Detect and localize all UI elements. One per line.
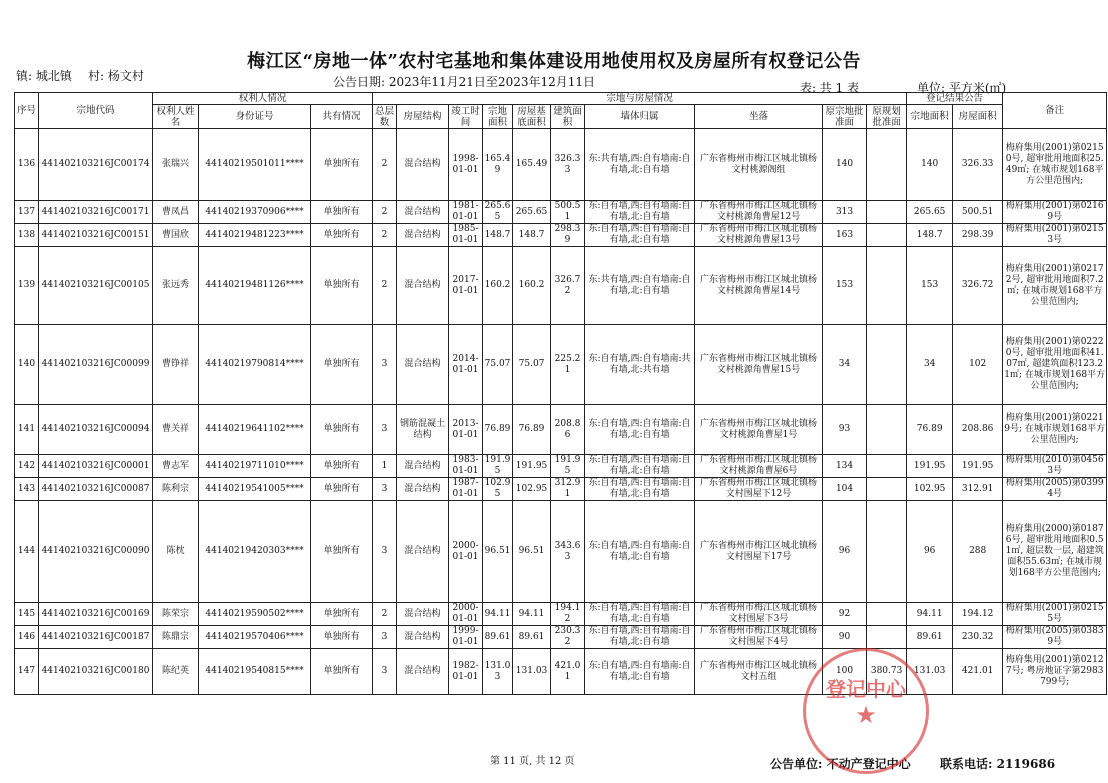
row-land-area: 89.61 xyxy=(483,626,513,649)
village-label: 村: 杨文村 xyxy=(88,69,144,83)
row-land-area: 102.95 xyxy=(483,478,513,501)
row-walls: 东:共有墙,西:自有墙南:自有墙,北:自有墙 xyxy=(585,247,695,325)
row-base-area: 148.7 xyxy=(513,224,551,247)
row-walls: 东:自有墙,西:自有墙南:自有墙,北:自有墙 xyxy=(585,626,695,649)
row-base-area: 89.61 xyxy=(513,626,551,649)
row-orig-plan xyxy=(867,455,907,478)
row-orig-plan xyxy=(867,325,907,405)
row-orig-plan xyxy=(867,478,907,501)
row-walls: 东:自有墙,西:自有墙南:自有墙,北:自有墙 xyxy=(585,649,695,695)
row-completion: 2017-01-01 xyxy=(449,247,483,325)
row-orig-plan xyxy=(867,626,907,649)
row-floors: 3 xyxy=(373,325,397,405)
row-completion: 1983-01-01 xyxy=(449,455,483,478)
row-seq: 145 xyxy=(15,603,39,626)
row-owner-name: 张远秀 xyxy=(153,247,199,325)
row-walls: 东:自有墙,西:自有墙南:共有墙,北:共有墙 xyxy=(585,325,695,405)
row-parcel-code: 441402103216JC00174 xyxy=(39,129,153,201)
row-id-number: 44140219501011**** xyxy=(199,129,311,201)
row-remark: 梅府集用(2001)第02127号; 粤房地证字第2983799号; xyxy=(1003,649,1107,695)
table-row xyxy=(15,129,1107,201)
row-share: 单独所有 xyxy=(311,405,373,455)
row-walls: 东:自有墙,西:自有墙南:自有墙,北:自有墙 xyxy=(585,603,695,626)
notice-title: 梅江区“房地一体”农村宅基地和集体建设用地使用权及房屋所有权登记公告 xyxy=(247,51,861,72)
row-reg-land: 89.61 xyxy=(907,626,953,649)
row-orig-approved: 104 xyxy=(823,478,867,501)
area-unit: 单位: 平方米(㎡) xyxy=(917,81,1007,95)
row-completion: 1998-01-01 xyxy=(449,129,483,201)
row-reg-land: 148.7 xyxy=(907,224,953,247)
row-location: 广东省梅州市梅江区城北镇杨文村围屋下4号 xyxy=(695,626,823,649)
row-orig-plan: 380.73 xyxy=(867,649,907,695)
row-orig-plan xyxy=(867,201,907,224)
row-structure: 混合结构 xyxy=(397,603,449,626)
row-seq: 146 xyxy=(15,626,39,649)
row-parcel-code: 441402103216JC00180 xyxy=(39,649,153,695)
row-id-number: 44140219790814**** xyxy=(199,325,311,405)
row-structure: 混合结构 xyxy=(397,201,449,224)
row-floors: 3 xyxy=(373,649,397,695)
header-rights-group: 权利人情况 xyxy=(153,93,373,105)
row-land-area: 265.65 xyxy=(483,201,513,224)
row-structure: 钢筋混凝土结构 xyxy=(397,405,449,455)
row-base-area: 75.07 xyxy=(513,325,551,405)
row-owner-name: 曹关祥 xyxy=(153,405,199,455)
row-remark: 梅府集用(2001)第02169号 xyxy=(1003,201,1107,224)
row-seq: 137 xyxy=(15,201,39,224)
row-orig-approved: 140 xyxy=(823,129,867,201)
header-floors: 总层数 xyxy=(373,105,397,129)
row-seq: 136 xyxy=(15,129,39,201)
row-share: 单独所有 xyxy=(311,247,373,325)
row-remark: 梅府集用(2001)第02219号; 在城市规划168平方公里范围内; xyxy=(1003,405,1107,455)
row-reg-house: 191.95 xyxy=(953,455,1003,478)
row-id-number: 44140219590502**** xyxy=(199,603,311,626)
row-reg-land: 140 xyxy=(907,129,953,201)
row-walls: 东:自有墙,西:自有墙南:自有墙,北:自有墙 xyxy=(585,501,695,603)
header-reg-house: 房屋面积 xyxy=(953,105,1003,129)
row-remark: 梅府集用(2001)第02172号, 超审批用地面积7.2㎡; 在城市规划168平方公里范围内; xyxy=(1003,247,1107,325)
row-completion: 2000-01-01 xyxy=(449,501,483,603)
row-id-number: 44140219540815**** xyxy=(199,649,311,695)
row-building-area: 208.86 xyxy=(551,405,585,455)
table-row xyxy=(15,603,1107,626)
table-row xyxy=(15,201,1107,224)
row-seq: 142 xyxy=(15,455,39,478)
row-parcel-code: 441402103216JC00094 xyxy=(39,405,153,455)
row-building-area: 230.32 xyxy=(551,626,585,649)
row-orig-approved: 92 xyxy=(823,603,867,626)
row-orig-plan xyxy=(867,501,907,603)
row-building-area: 421.01 xyxy=(551,649,585,695)
header-base-area: 房屋基底面积 xyxy=(513,105,551,129)
row-completion: 1987-01-01 xyxy=(449,478,483,501)
row-completion: 1981-01-01 xyxy=(449,201,483,224)
row-seq: 140 xyxy=(15,325,39,405)
header-orig-approved: 原宗地批准面 xyxy=(823,105,867,129)
row-land-area: 75.07 xyxy=(483,325,513,405)
row-reg-house: 298.39 xyxy=(953,224,1003,247)
header-share: 共有情况 xyxy=(311,105,373,129)
row-base-area: 131.03 xyxy=(513,649,551,695)
row-id-number: 44140219570406**** xyxy=(199,626,311,649)
row-reg-house: 194.12 xyxy=(953,603,1003,626)
row-orig-plan xyxy=(867,224,907,247)
header-register-group: 登记结果公告 xyxy=(907,93,1003,105)
row-share: 单独所有 xyxy=(311,224,373,247)
row-land-area: 165.49 xyxy=(483,129,513,201)
row-orig-approved: 100 xyxy=(823,649,867,695)
row-land-area: 94.11 xyxy=(483,603,513,626)
row-land-area: 131.03 xyxy=(483,649,513,695)
row-land-area: 160.2 xyxy=(483,247,513,325)
header-owner-name: 权利人姓名 xyxy=(153,105,199,129)
row-owner-name: 陈枕 xyxy=(153,501,199,603)
row-walls: 东:自有墙,西:自有墙南:自有墙,北:自有墙 xyxy=(585,455,695,478)
header-location: 坐落 xyxy=(695,105,823,129)
row-reg-house: 500.51 xyxy=(953,201,1003,224)
row-base-area: 160.2 xyxy=(513,247,551,325)
row-parcel-code: 441402103216JC00099 xyxy=(39,325,153,405)
row-seq: 138 xyxy=(15,224,39,247)
table-row xyxy=(15,455,1107,478)
row-orig-approved: 313 xyxy=(823,201,867,224)
row-orig-approved: 163 xyxy=(823,224,867,247)
row-walls: 东:自有墙,西:自有墙南:自有墙,北:自有墙 xyxy=(585,478,695,501)
row-owner-name: 陈纪英 xyxy=(153,649,199,695)
header-land-house-group: 宗地与房屋情况 xyxy=(373,93,907,105)
row-reg-house: 326.72 xyxy=(953,247,1003,325)
row-structure: 混合结构 xyxy=(397,129,449,201)
row-reg-house: 230.32 xyxy=(953,626,1003,649)
row-base-area: 191.95 xyxy=(513,455,551,478)
row-seq: 144 xyxy=(15,501,39,603)
row-id-number: 44140219711010**** xyxy=(199,455,311,478)
row-reg-house: 312.91 xyxy=(953,478,1003,501)
contact-phone: 联系电话: 2119686 xyxy=(940,757,1056,771)
page-number: 第 11 页, 共 12 页 xyxy=(490,756,575,767)
row-land-area: 96.51 xyxy=(483,501,513,603)
row-floors: 2 xyxy=(373,224,397,247)
row-parcel-code: 441402103216JC00087 xyxy=(39,478,153,501)
row-reg-land: 131.03 xyxy=(907,649,953,695)
row-land-area: 148.7 xyxy=(483,224,513,247)
row-land-area: 191.95 xyxy=(483,455,513,478)
row-building-area: 326.72 xyxy=(551,247,585,325)
row-completion: 1985-01-01 xyxy=(449,224,483,247)
town-label: 镇: 城北镇 xyxy=(16,69,72,83)
row-orig-approved: 153 xyxy=(823,247,867,325)
row-id-number: 44140219370906**** xyxy=(199,201,311,224)
row-remark: 梅府集用(2000)第01876号, 超审批用地面积0.51㎡, 超层数一层, 超建筑面积55.63㎡; 在城市规划168平方公里范围内; xyxy=(1003,501,1107,603)
row-owner-name: 陈利宗 xyxy=(153,478,199,501)
row-location: 广东省梅州市梅江区城北镇杨文村围屋下12号 xyxy=(695,478,823,501)
row-reg-land: 76.89 xyxy=(907,405,953,455)
row-share: 单独所有 xyxy=(311,455,373,478)
row-reg-land: 34 xyxy=(907,325,953,405)
row-building-area: 500.51 xyxy=(551,201,585,224)
row-floors: 3 xyxy=(373,478,397,501)
row-remark: 梅府集用(2001)第02220号, 超审批用地面积41.07㎡, 超建筑面积123.21㎡; 在城市规划168平方公里范围内; xyxy=(1003,325,1107,405)
row-orig-approved: 90 xyxy=(823,626,867,649)
row-location: 广东省梅州市梅江区城北镇杨文村桃源阁组 xyxy=(695,129,823,201)
row-structure: 混合结构 xyxy=(397,501,449,603)
row-location: 广东省梅州市梅江区城北镇杨文村五组 xyxy=(695,649,823,695)
row-structure: 混合结构 xyxy=(397,649,449,695)
row-owner-name: 曹国欣 xyxy=(153,224,199,247)
row-building-area: 194.12 xyxy=(551,603,585,626)
row-share: 单独所有 xyxy=(311,325,373,405)
notice-date-range: 公告日期: 2023年11月21日至2023年12月11日 xyxy=(333,75,596,89)
row-share: 单独所有 xyxy=(311,129,373,201)
table-row xyxy=(15,649,1107,695)
row-structure: 混合结构 xyxy=(397,247,449,325)
row-floors: 2 xyxy=(373,129,397,201)
row-location: 广东省梅州市梅江区城北镇杨文村围屋下3号 xyxy=(695,603,823,626)
row-remark: 梅府集用(2010)第04563号 xyxy=(1003,455,1107,478)
row-location: 广东省梅州市梅江区城北镇杨文村桃源角曹屋1号 xyxy=(695,405,823,455)
row-seq: 139 xyxy=(15,247,39,325)
row-reg-house: 288 xyxy=(953,501,1003,603)
row-parcel-code: 441402103216JC00169 xyxy=(39,603,153,626)
row-owner-name: 曹志军 xyxy=(153,455,199,478)
table-row xyxy=(15,501,1107,603)
row-location: 广东省梅州市梅江区城北镇杨文村桃源角曹屋14号 xyxy=(695,247,823,325)
registration-table xyxy=(14,92,1107,695)
row-share: 单独所有 xyxy=(311,649,373,695)
row-base-area: 96.51 xyxy=(513,501,551,603)
row-building-area: 326.33 xyxy=(551,129,585,201)
row-location: 广东省梅州市梅江区城北镇杨文村围屋下17号 xyxy=(695,501,823,603)
header-seq: 序号 xyxy=(15,93,39,129)
row-floors: 3 xyxy=(373,626,397,649)
table-row xyxy=(15,478,1107,501)
row-base-area: 265.65 xyxy=(513,201,551,224)
row-floors: 3 xyxy=(373,405,397,455)
row-reg-house: 102 xyxy=(953,325,1003,405)
table-row xyxy=(15,626,1107,649)
seal-star-icon: ★ xyxy=(855,701,877,729)
row-structure: 混合结构 xyxy=(397,224,449,247)
row-reg-land: 94.11 xyxy=(907,603,953,626)
row-id-number: 44140219481223**** xyxy=(199,224,311,247)
row-id-number: 44140219481126**** xyxy=(199,247,311,325)
header-land-area: 宗地面积 xyxy=(483,105,513,129)
row-parcel-code: 441402103216JC00001 xyxy=(39,455,153,478)
table-row xyxy=(15,325,1107,405)
row-orig-plan xyxy=(867,603,907,626)
row-base-area: 165.49 xyxy=(513,129,551,201)
row-location: 广东省梅州市梅江区城北镇杨文村桃源角曹屋12号 xyxy=(695,201,823,224)
header-id-number: 身份证号 xyxy=(199,105,311,129)
row-location: 广东省梅州市梅江区城北镇杨文村桃源角曹屋15号 xyxy=(695,325,823,405)
row-owner-name: 曹铮祥 xyxy=(153,325,199,405)
row-owner-name: 陈荣宗 xyxy=(153,603,199,626)
header-completion: 竣工时间 xyxy=(449,105,483,129)
header-orig-plan: 原规划批准面 xyxy=(867,105,907,129)
row-walls: 东:自有墙,西:自有墙南:自有墙,北:自有墙 xyxy=(585,224,695,247)
row-owner-name: 曹凤昌 xyxy=(153,201,199,224)
row-structure: 混合结构 xyxy=(397,626,449,649)
row-share: 单独所有 xyxy=(311,478,373,501)
row-base-area: 102.95 xyxy=(513,478,551,501)
row-seq: 147 xyxy=(15,649,39,695)
row-base-area: 76.89 xyxy=(513,405,551,455)
row-land-area: 76.89 xyxy=(483,405,513,455)
row-orig-approved: 93 xyxy=(823,405,867,455)
row-building-area: 343.63 xyxy=(551,501,585,603)
row-completion: 1982-01-01 xyxy=(449,649,483,695)
header-parcel-code: 宗地代码 xyxy=(39,93,153,129)
row-building-area: 312.91 xyxy=(551,478,585,501)
header-walls: 墙体归属 xyxy=(585,105,695,129)
row-orig-plan xyxy=(867,405,907,455)
header-structure: 房屋结构 xyxy=(397,105,449,129)
row-reg-land: 153 xyxy=(907,247,953,325)
row-remark: 梅府集用(2001)第02155号 xyxy=(1003,603,1107,626)
row-orig-approved: 34 xyxy=(823,325,867,405)
row-reg-house: 421.01 xyxy=(953,649,1003,695)
row-owner-name: 陈鼎宗 xyxy=(153,626,199,649)
row-location: 广东省梅州市梅江区城北镇杨文村桃源角曹屋6号 xyxy=(695,455,823,478)
row-remark: 梅府集用(2001)第02153号 xyxy=(1003,224,1107,247)
row-orig-approved: 134 xyxy=(823,455,867,478)
row-parcel-code: 441402103216JC00171 xyxy=(39,201,153,224)
announcer: 公告单位: 不动产登记中心 xyxy=(770,757,911,771)
row-completion: 2000-01-01 xyxy=(449,603,483,626)
row-completion: 2014-01-01 xyxy=(449,325,483,405)
row-share: 单独所有 xyxy=(311,501,373,603)
row-remark: 梅府集用(2005)第03839号 xyxy=(1003,626,1107,649)
row-id-number: 44140219420303**** xyxy=(199,501,311,603)
row-reg-house: 208.86 xyxy=(953,405,1003,455)
row-reg-land: 265.65 xyxy=(907,201,953,224)
row-orig-approved: 96 xyxy=(823,501,867,603)
table-body xyxy=(15,129,1107,695)
row-remark: 梅府集用(2001)第02150号, 超审批用地面积25.49㎡; 在城市规划168平方公里范围内; xyxy=(1003,129,1107,201)
table-row xyxy=(15,247,1107,325)
table-row xyxy=(15,224,1107,247)
row-parcel-code: 441402103216JC00151 xyxy=(39,224,153,247)
row-id-number: 44140219541005**** xyxy=(199,478,311,501)
row-seq: 141 xyxy=(15,405,39,455)
row-parcel-code: 441402103216JC00090 xyxy=(39,501,153,603)
row-floors: 1 xyxy=(373,455,397,478)
row-structure: 混合结构 xyxy=(397,455,449,478)
header-remark: 备注 xyxy=(1003,93,1107,129)
row-share: 单独所有 xyxy=(311,603,373,626)
row-share: 单独所有 xyxy=(311,626,373,649)
row-base-area: 94.11 xyxy=(513,603,551,626)
row-building-area: 191.95 xyxy=(551,455,585,478)
row-structure: 混合结构 xyxy=(397,478,449,501)
row-floors: 2 xyxy=(373,247,397,325)
row-seq: 143 xyxy=(15,478,39,501)
row-remark: 梅府集用(2005)第03994号 xyxy=(1003,478,1107,501)
row-floors: 2 xyxy=(373,201,397,224)
row-id-number: 44140219641102**** xyxy=(199,405,311,455)
row-structure: 混合结构 xyxy=(397,325,449,405)
row-completion: 2013-01-01 xyxy=(449,405,483,455)
table-count: 表: 共 1 表 xyxy=(800,81,860,95)
row-reg-land: 96 xyxy=(907,501,953,603)
row-share: 单独所有 xyxy=(311,201,373,224)
row-reg-house: 326.33 xyxy=(953,129,1003,201)
row-floors: 3 xyxy=(373,501,397,603)
seal-text: 登记中心 xyxy=(826,677,906,701)
row-walls: 东:自有墙,西:自有墙南:自有墙,北:自有墙 xyxy=(585,405,695,455)
row-completion: 1999-01-01 xyxy=(449,626,483,649)
row-orig-plan xyxy=(867,247,907,325)
row-reg-land: 102.95 xyxy=(907,478,953,501)
row-building-area: 225.21 xyxy=(551,325,585,405)
row-walls: 东:自有墙,西:自有墙南:自有墙,北:自有墙 xyxy=(585,201,695,224)
header-building-area: 建筑面积 xyxy=(551,105,585,129)
header-reg-land: 宗地面积 xyxy=(907,105,953,129)
row-walls: 东:共有墙,西:自有墙南:自有墙,北:自有墙 xyxy=(585,129,695,201)
table-row xyxy=(15,405,1107,455)
row-owner-name: 张瑞兴 xyxy=(153,129,199,201)
row-parcel-code: 441402103216JC00187 xyxy=(39,626,153,649)
row-building-area: 298.39 xyxy=(551,224,585,247)
row-location: 广东省梅州市梅江区城北镇杨文村桃源角曹屋13号 xyxy=(695,224,823,247)
row-reg-land: 191.95 xyxy=(907,455,953,478)
row-floors: 2 xyxy=(373,603,397,626)
row-orig-plan xyxy=(867,129,907,201)
row-parcel-code: 441402103216JC00105 xyxy=(39,247,153,325)
